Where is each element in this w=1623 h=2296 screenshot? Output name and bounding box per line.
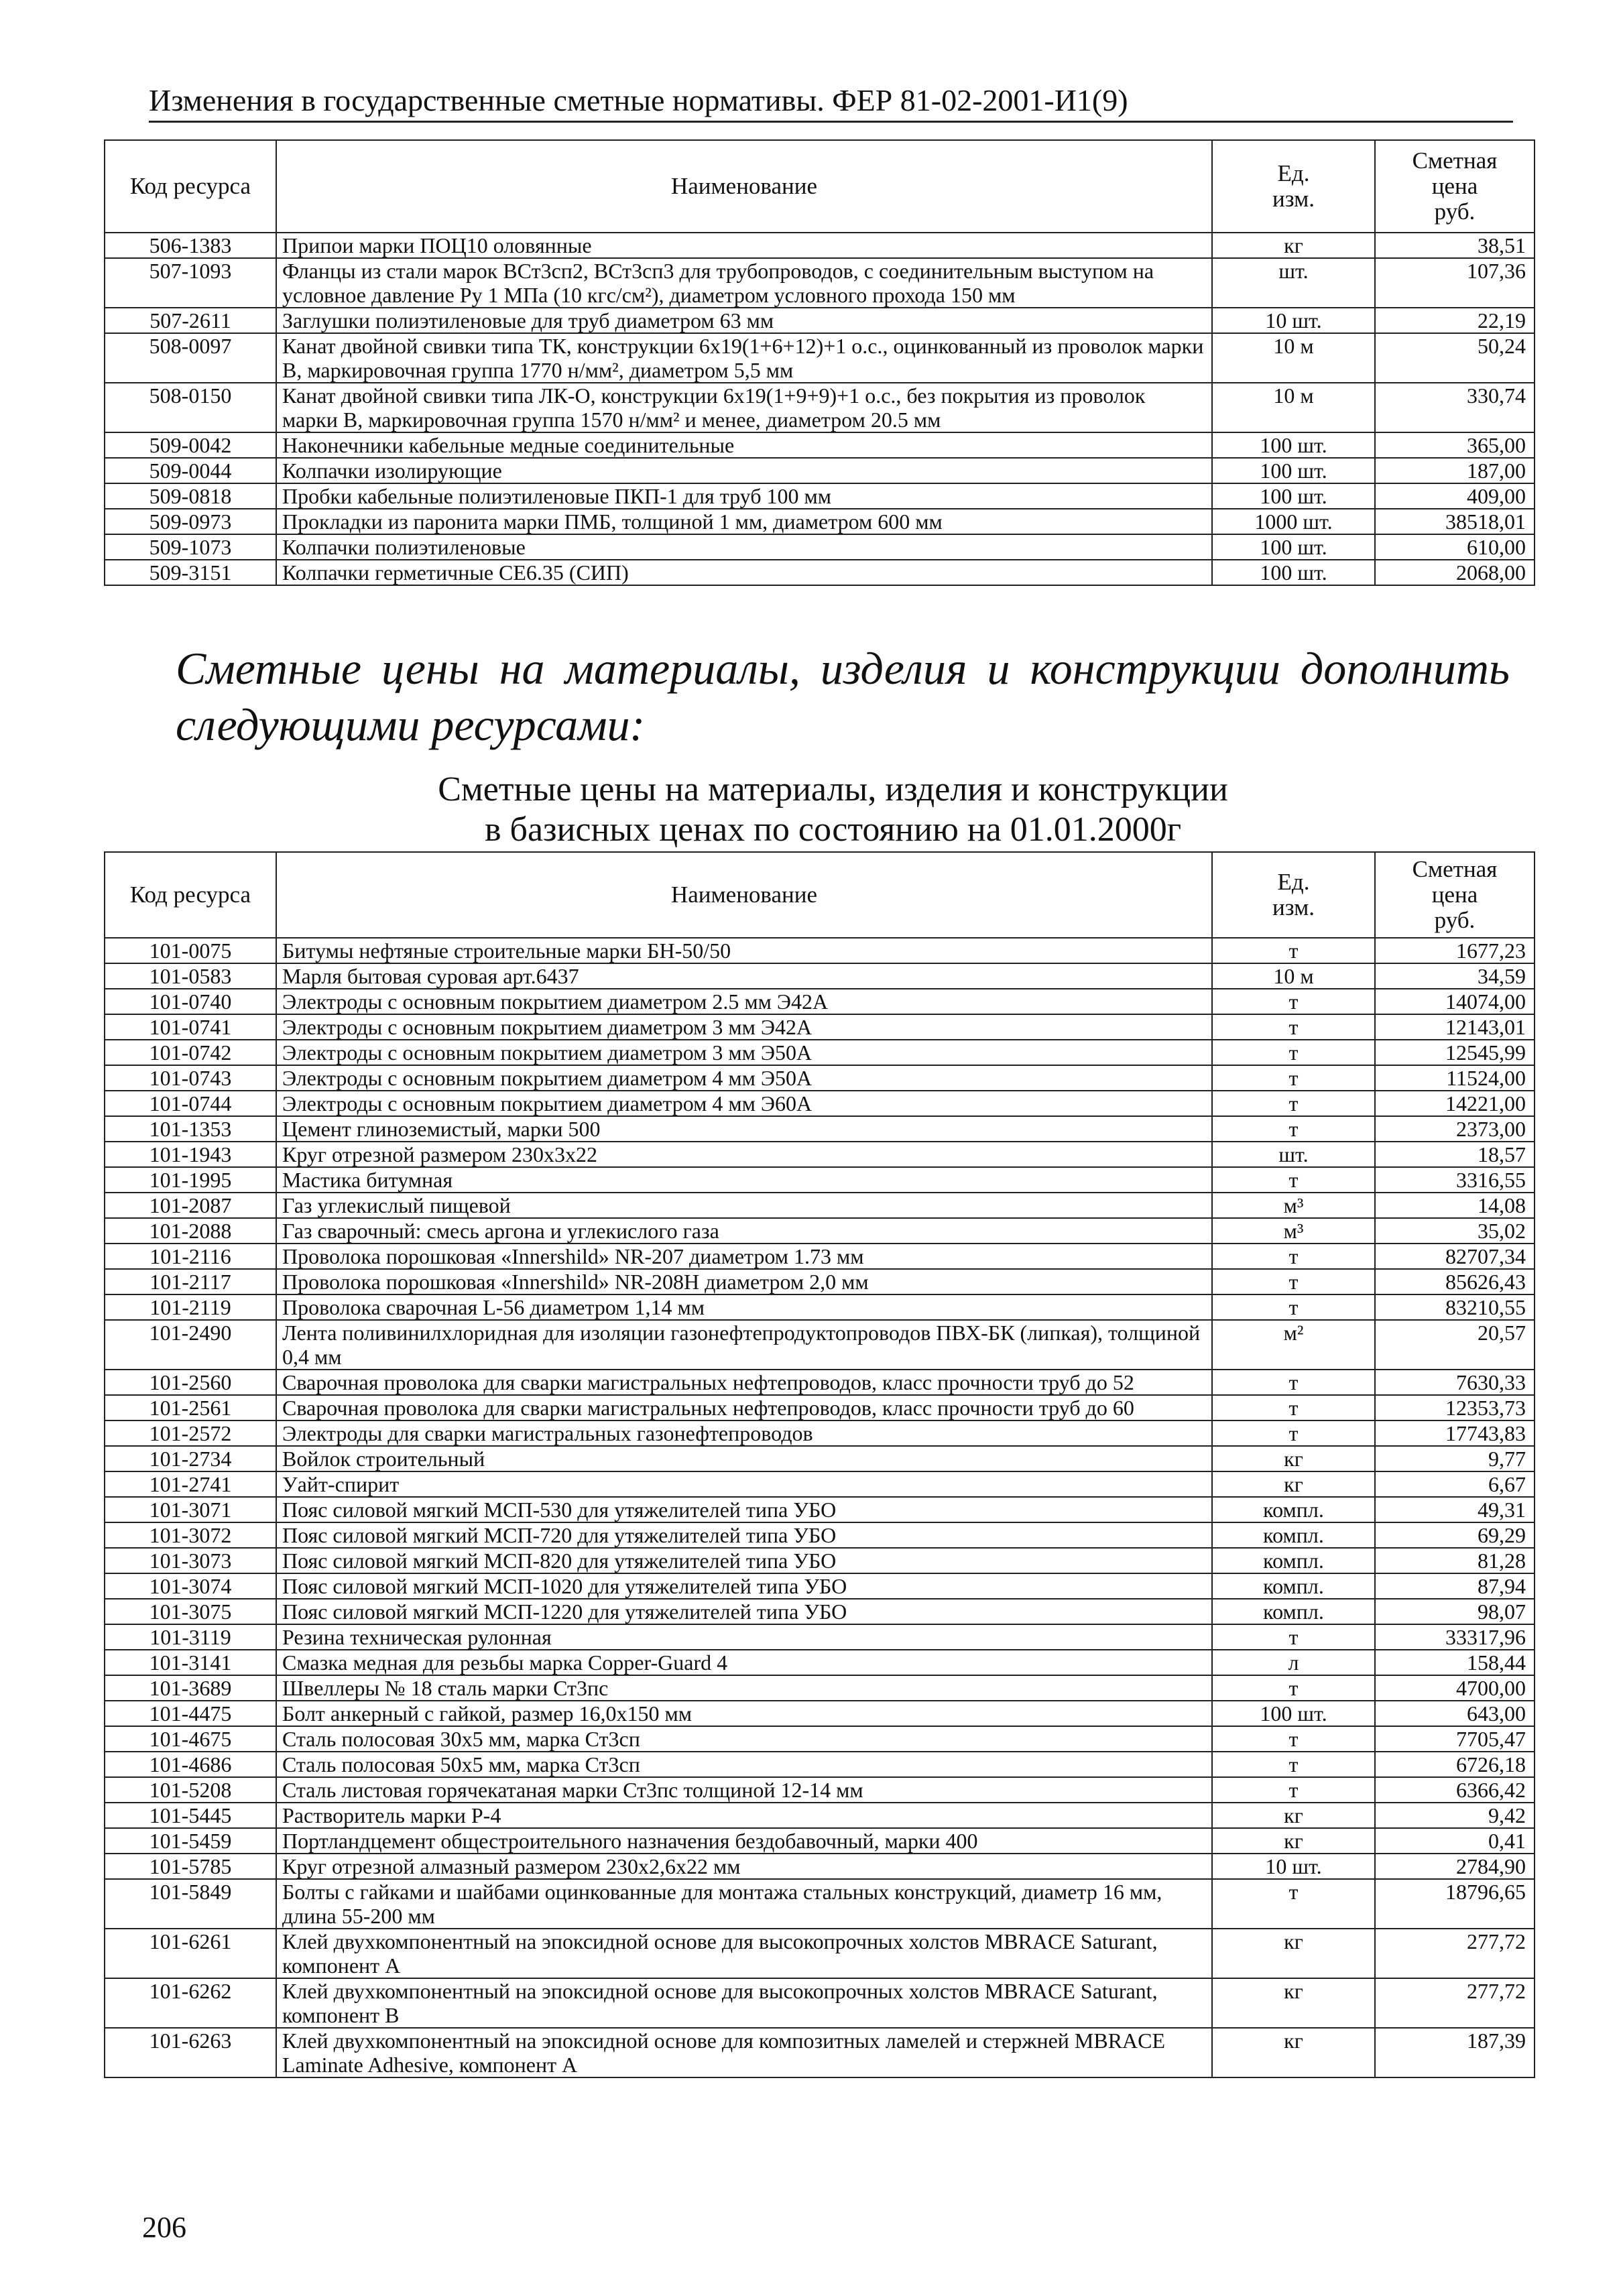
- cell-unit: кг: [1212, 1803, 1375, 1828]
- subtitle-line-1: Сметные цены на материалы, изделия и конструкции: [438, 770, 1228, 808]
- cell-price: 98,07: [1375, 1599, 1535, 1624]
- cell-code: 101-0744: [105, 1091, 276, 1116]
- cell-price: 2373,00: [1375, 1116, 1535, 1142]
- cell-price: 34,59: [1375, 963, 1535, 989]
- table-row: [105, 458, 1535, 483]
- cell-price: 365,00: [1375, 432, 1535, 458]
- table-row: [105, 1116, 1535, 1142]
- cell-name: Клей двухкомпонентный на эпоксидной основе для высокопрочных холстов MBRACE Saturant, компонент В: [276, 1978, 1212, 2028]
- cell-unit: т: [1212, 989, 1375, 1014]
- cell-unit: м²: [1212, 1320, 1375, 1370]
- table-row: [105, 383, 1535, 432]
- table-header: [105, 140, 1535, 233]
- cell-price: 87,94: [1375, 1573, 1535, 1599]
- cell-price: 12545,99: [1375, 1040, 1535, 1065]
- cell-unit: кг: [1212, 1978, 1375, 2028]
- table-row: [105, 1879, 1535, 1929]
- cell-unit: т: [1212, 1395, 1375, 1421]
- cell-name: Портландцемент общестроительного назначения бездобавочный, марки 400: [276, 1828, 1212, 1854]
- cell-code: 101-6261: [105, 1929, 276, 1978]
- cell-unit: 1000 шт.: [1212, 509, 1375, 534]
- cell-unit: кг: [1212, 1828, 1375, 1854]
- cell-price: 85626,43: [1375, 1269, 1535, 1294]
- cell-price: 277,72: [1375, 1929, 1535, 1978]
- cell-name: Клей двухкомпонентный на эпоксидной основе для высокопрочных холстов MBRACE Saturant, компонент А: [276, 1929, 1212, 1978]
- cell-unit: т: [1212, 1269, 1375, 1294]
- cell-unit: компл.: [1212, 1497, 1375, 1522]
- table-row: [105, 938, 1535, 963]
- notice-text: Сметные цены на материалы, изделия и конструкции дополнить следующими ресурсами:: [176, 643, 1510, 750]
- cell-name: Пояс силовой мягкий МСП-1220 для утяжелителей типа УБО: [276, 1599, 1212, 1624]
- cell-unit: шт.: [1212, 258, 1375, 308]
- cell-name: Электроды с основным покрытием диаметром 4 мм Э50А: [276, 1065, 1212, 1091]
- cell-price: 38,51: [1375, 233, 1535, 258]
- cell-price: 82707,34: [1375, 1244, 1535, 1269]
- table-row: [105, 1929, 1535, 1978]
- cell-price: 14,08: [1375, 1193, 1535, 1218]
- cell-name: Резина техническая рулонная: [276, 1624, 1212, 1650]
- cell-code: 101-0075: [105, 938, 276, 963]
- table-row: [105, 1370, 1535, 1395]
- table-body: [105, 233, 1535, 585]
- cell-unit: 100 шт.: [1212, 534, 1375, 560]
- cell-code: 101-2087: [105, 1193, 276, 1218]
- cell-code: 101-5459: [105, 1828, 276, 1854]
- table-row: [105, 1548, 1535, 1573]
- header-title: Изменения в государственные сметные нормативы. ФЕР 81-02-2001-И1(9): [149, 83, 1128, 117]
- cell-code: 101-2088: [105, 1218, 276, 1244]
- cell-name: Битумы нефтяные строительные марки БН-50/50: [276, 938, 1212, 963]
- page-header: [149, 80, 1513, 123]
- cell-code: 101-4475: [105, 1701, 276, 1726]
- cell-code: 509-0044: [105, 458, 276, 483]
- cell-unit: 100 шт.: [1212, 560, 1375, 585]
- cell-unit: компл.: [1212, 1599, 1375, 1624]
- cell-unit: т: [1212, 1624, 1375, 1650]
- cell-unit: кг: [1212, 1929, 1375, 1978]
- column-header-code: Код ресурса: [105, 852, 276, 938]
- cell-name: Пояс силовой мягкий МСП-1020 для утяжелителей типа УБО: [276, 1573, 1212, 1599]
- table-row: [105, 1040, 1535, 1065]
- table-row: [105, 1320, 1535, 1370]
- column-header-name: Наименование: [276, 140, 1212, 233]
- cell-name: Лента поливинилхлоридная для изоляции газонефтепродуктопроводов ПВХ-БК (липкая), толщиной 0,4 мм: [276, 1320, 1212, 1370]
- table-row: [105, 1269, 1535, 1294]
- table-row: [105, 1193, 1535, 1218]
- column-header-price: Сметная цена руб.: [1375, 140, 1535, 233]
- cell-code: 101-0743: [105, 1065, 276, 1091]
- cell-name: Пояс силовой мягкий МСП-720 для утяжелителей типа УБО: [276, 1522, 1212, 1548]
- cell-price: 3316,55: [1375, 1167, 1535, 1193]
- cell-name: Газ сварочный: смесь аргона и углекислого газа: [276, 1218, 1212, 1244]
- cell-name: Проволока порошковая «Innershild» NR-207 диаметром 1.73 мм: [276, 1244, 1212, 1269]
- price-table-additions: [104, 851, 1535, 2078]
- cell-code: 101-2116: [105, 1244, 276, 1269]
- cell-price: 409,00: [1375, 483, 1535, 509]
- table-row: [105, 963, 1535, 989]
- table-row: [105, 1014, 1535, 1040]
- cell-name: Сталь полосовая 30х5 мм, марка Ст3сп: [276, 1726, 1212, 1752]
- cell-price: 0,41: [1375, 1828, 1535, 1854]
- cell-code: 509-1073: [105, 534, 276, 560]
- cell-price: 6366,42: [1375, 1777, 1535, 1803]
- table-row: [105, 483, 1535, 509]
- cell-code: 509-0042: [105, 432, 276, 458]
- cell-code: 101-2561: [105, 1395, 276, 1421]
- cell-code: 101-5445: [105, 1803, 276, 1828]
- cell-name: Проволока порошковая «Innershild» NR-208H диаметром 2,0 мм: [276, 1269, 1212, 1294]
- table-body: [105, 938, 1535, 2077]
- cell-name: Электроды с основным покрытием диаметром 3 мм Э42А: [276, 1014, 1212, 1040]
- table-row: [105, 432, 1535, 458]
- cell-price: 20,57: [1375, 1320, 1535, 1370]
- cell-unit: т: [1212, 1065, 1375, 1091]
- cell-name: Сталь листовая горячекатаная марки Ст3пс толщиной 12-14 мм: [276, 1777, 1212, 1803]
- cell-price: 18796,65: [1375, 1879, 1535, 1929]
- cell-name: Марля бытовая суровая арт.6437: [276, 963, 1212, 989]
- cell-code: 101-2734: [105, 1446, 276, 1471]
- cell-price: 2068,00: [1375, 560, 1535, 585]
- cell-code: 101-3689: [105, 1675, 276, 1701]
- cell-code: 101-4675: [105, 1726, 276, 1752]
- cell-price: 49,31: [1375, 1497, 1535, 1522]
- cell-name: Швеллеры № 18 сталь марки Ст3пс: [276, 1675, 1212, 1701]
- table-row: [105, 1752, 1535, 1777]
- cell-price: 81,28: [1375, 1548, 1535, 1573]
- table-row: [105, 1218, 1535, 1244]
- cell-name: Колпачки герметичные СЕ6.35 (СИП): [276, 560, 1212, 585]
- table-row: [105, 1294, 1535, 1320]
- cell-unit: 100 шт.: [1212, 483, 1375, 509]
- cell-code: 101-2572: [105, 1421, 276, 1446]
- cell-price: 69,29: [1375, 1522, 1535, 1548]
- cell-unit: 100 шт.: [1212, 1701, 1375, 1726]
- table-row: [105, 1828, 1535, 1854]
- table-row: [105, 233, 1535, 258]
- table-row: [105, 1803, 1535, 1828]
- column-header-name: Наименование: [276, 852, 1212, 938]
- cell-price: 14221,00: [1375, 1091, 1535, 1116]
- cell-name: Мастика битумная: [276, 1167, 1212, 1193]
- cell-code: 101-1943: [105, 1142, 276, 1167]
- cell-price: 83210,55: [1375, 1294, 1535, 1320]
- cell-code: 101-0741: [105, 1014, 276, 1040]
- table-row: [105, 1471, 1535, 1497]
- cell-unit: шт.: [1212, 1142, 1375, 1167]
- cell-code: 101-4686: [105, 1752, 276, 1777]
- cell-unit: 100 шт.: [1212, 458, 1375, 483]
- cell-name: Колпачки полиэтиленовые: [276, 534, 1212, 560]
- cell-unit: 10 м: [1212, 963, 1375, 989]
- cell-price: 107,36: [1375, 258, 1535, 308]
- cell-unit: компл.: [1212, 1522, 1375, 1548]
- cell-name: Сталь полосовая 50х5 мм, марка Ст3сп: [276, 1752, 1212, 1777]
- cell-code: 101-5208: [105, 1777, 276, 1803]
- cell-price: 187,39: [1375, 2028, 1535, 2077]
- cell-price: 12143,01: [1375, 1014, 1535, 1040]
- cell-name: Клей двухкомпонентный на эпоксидной основе для композитных ламелей и стержней MBRACE Laminate Adhesive, компонент А: [276, 2028, 1212, 2077]
- cell-name: Канат двойной свивки типа ТК, конструкции 6х19(1+6+12)+1 о.с., оцинкованный из проволок марки В, маркировочная группа 1770 н/мм², диаметром 5,5 мм: [276, 333, 1212, 383]
- table-row: [105, 509, 1535, 534]
- cell-price: 9,77: [1375, 1446, 1535, 1471]
- cell-name: Растворитель марки Р-4: [276, 1803, 1212, 1828]
- table-row: [105, 1091, 1535, 1116]
- cell-unit: кг: [1212, 1471, 1375, 1497]
- table-row: [105, 1726, 1535, 1752]
- cell-unit: т: [1212, 1091, 1375, 1116]
- table-row: [105, 1978, 1535, 2028]
- table-row: [105, 1599, 1535, 1624]
- cell-name: Электроды для сварки магистральных газонефтепроводов: [276, 1421, 1212, 1446]
- cell-price: 33317,96: [1375, 1624, 1535, 1650]
- cell-code: 507-1093: [105, 258, 276, 308]
- cell-unit: т: [1212, 1370, 1375, 1395]
- cell-unit: компл.: [1212, 1548, 1375, 1573]
- cell-code: 101-2490: [105, 1320, 276, 1370]
- cell-name: Болты с гайками и шайбами оцинкованные для монтажа стальных конструкций, диаметр 16 мм, длина 55-200 мм: [276, 1879, 1212, 1929]
- table-row: [105, 1167, 1535, 1193]
- column-header-price: Сметная цена руб.: [1375, 852, 1535, 938]
- cell-code: 101-3074: [105, 1573, 276, 1599]
- table-row: [105, 989, 1535, 1014]
- cell-code: 101-5785: [105, 1854, 276, 1879]
- cell-unit: кг: [1212, 1446, 1375, 1471]
- table-row: [105, 1650, 1535, 1675]
- cell-unit: т: [1212, 1116, 1375, 1142]
- cell-unit: 10 м: [1212, 333, 1375, 383]
- cell-unit: т: [1212, 1879, 1375, 1929]
- table-row: [105, 258, 1535, 308]
- table-row: [105, 1675, 1535, 1701]
- cell-code: 101-3072: [105, 1522, 276, 1548]
- cell-price: 22,19: [1375, 308, 1535, 333]
- cell-name: Пояс силовой мягкий МСП-820 для утяжелителей типа УБО: [276, 1548, 1212, 1573]
- cell-code: 101-3073: [105, 1548, 276, 1573]
- cell-code: 101-3071: [105, 1497, 276, 1522]
- cell-name: Заглушки полиэтиленовые для труб диаметром 63 мм: [276, 308, 1212, 333]
- cell-unit: кг: [1212, 2028, 1375, 2077]
- table-row: [105, 333, 1535, 383]
- page-number: 206: [142, 2211, 186, 2244]
- cell-code: 101-1995: [105, 1167, 276, 1193]
- table-row: [105, 534, 1535, 560]
- cell-price: 18,57: [1375, 1142, 1535, 1167]
- cell-code: 509-3151: [105, 560, 276, 585]
- cell-price: 187,00: [1375, 458, 1535, 483]
- cell-unit: м³: [1212, 1218, 1375, 1244]
- cell-unit: кг: [1212, 233, 1375, 258]
- cell-price: 14074,00: [1375, 989, 1535, 1014]
- cell-name: Колпачки изолирующие: [276, 458, 1212, 483]
- cell-price: 9,42: [1375, 1803, 1535, 1828]
- cell-code: 101-2117: [105, 1269, 276, 1294]
- cell-code: 101-0583: [105, 963, 276, 989]
- cell-name: Сварочная проволока для сварки магистральных нефтепроводов, класс прочности труб до 52: [276, 1370, 1212, 1395]
- cell-code: 101-2119: [105, 1294, 276, 1320]
- cell-price: 2784,90: [1375, 1854, 1535, 1879]
- cell-price: 7630,33: [1375, 1370, 1535, 1395]
- table-row: [105, 560, 1535, 585]
- cell-price: 4700,00: [1375, 1675, 1535, 1701]
- table-row: [105, 1624, 1535, 1650]
- cell-name: Круг отрезной размером 230х3х22: [276, 1142, 1212, 1167]
- cell-code: 507-2611: [105, 308, 276, 333]
- cell-name: Пробки кабельные полиэтиленовые ПКП-1 для труб 100 мм: [276, 483, 1212, 509]
- cell-price: 6726,18: [1375, 1752, 1535, 1777]
- cell-price: 1677,23: [1375, 938, 1535, 963]
- cell-unit: компл.: [1212, 1573, 1375, 1599]
- cell-unit: т: [1212, 1421, 1375, 1446]
- cell-price: 35,02: [1375, 1218, 1535, 1244]
- cell-code: 509-0818: [105, 483, 276, 509]
- cell-name: Круг отрезной алмазный размером 230х2,6х22 мм: [276, 1854, 1212, 1879]
- cell-unit: т: [1212, 1244, 1375, 1269]
- cell-price: 158,44: [1375, 1650, 1535, 1675]
- section-subtitle: [201, 770, 1465, 850]
- cell-unit: 100 шт.: [1212, 432, 1375, 458]
- cell-code: 101-3119: [105, 1624, 276, 1650]
- cell-code: 101-6262: [105, 1978, 276, 2028]
- cell-name: Припои марки ПОЦ10 оловянные: [276, 233, 1212, 258]
- table-row: [105, 1065, 1535, 1091]
- cell-unit: л: [1212, 1650, 1375, 1675]
- cell-unit: 10 м: [1212, 383, 1375, 432]
- cell-name: Электроды с основным покрытием диаметром 2.5 мм Э42А: [276, 989, 1212, 1014]
- cell-price: 38518,01: [1375, 509, 1535, 534]
- table-row: [105, 308, 1535, 333]
- table-row: [105, 1573, 1535, 1599]
- cell-unit: т: [1212, 1777, 1375, 1803]
- cell-unit: 10 шт.: [1212, 1854, 1375, 1879]
- cell-price: 643,00: [1375, 1701, 1535, 1726]
- cell-code: 101-0740: [105, 989, 276, 1014]
- cell-code: 101-2741: [105, 1471, 276, 1497]
- cell-name: Проволока сварочная L-56 диаметром 1,14 мм: [276, 1294, 1212, 1320]
- cell-unit: т: [1212, 938, 1375, 963]
- cell-name: Цемент глиноземистый, марки 500: [276, 1116, 1212, 1142]
- cell-name: Сварочная проволока для сварки магистральных нефтепроводов, класс прочности труб до 60: [276, 1395, 1212, 1421]
- cell-code: 101-5849: [105, 1879, 276, 1929]
- table-row: [105, 1777, 1535, 1803]
- cell-unit: 10 шт.: [1212, 308, 1375, 333]
- table-row: [105, 1446, 1535, 1471]
- cell-code: 101-3141: [105, 1650, 276, 1675]
- cell-code: 101-6263: [105, 2028, 276, 2077]
- table-row: [105, 1244, 1535, 1269]
- cell-name: Войлок строительный: [276, 1446, 1212, 1471]
- cell-price: 11524,00: [1375, 1065, 1535, 1091]
- cell-price: 12353,73: [1375, 1395, 1535, 1421]
- cell-code: 101-3075: [105, 1599, 276, 1624]
- cell-unit: т: [1212, 1040, 1375, 1065]
- price-table-changes: [104, 139, 1535, 586]
- table-row: [105, 1854, 1535, 1879]
- cell-code: 101-1353: [105, 1116, 276, 1142]
- cell-unit: т: [1212, 1675, 1375, 1701]
- cell-name: Электроды с основным покрытием диаметром 4 мм Э60А: [276, 1091, 1212, 1116]
- cell-name: Прокладки из паронита марки ПМБ, толщиной 1 мм, диаметром 600 мм: [276, 509, 1212, 534]
- cell-unit: т: [1212, 1726, 1375, 1752]
- cell-name: Газ углекислый пищевой: [276, 1193, 1212, 1218]
- column-header-unit: Ед. изм.: [1212, 140, 1375, 233]
- cell-name: Наконечники кабельные медные соединительные: [276, 432, 1212, 458]
- cell-price: 277,72: [1375, 1978, 1535, 2028]
- cell-code: 508-0150: [105, 383, 276, 432]
- cell-name: Уайт-спирит: [276, 1471, 1212, 1497]
- cell-price: 50,24: [1375, 333, 1535, 383]
- table-row: [105, 1421, 1535, 1446]
- column-header-unit: Ед. изм.: [1212, 852, 1375, 938]
- cell-code: 508-0097: [105, 333, 276, 383]
- cell-code: 506-1383: [105, 233, 276, 258]
- cell-price: 610,00: [1375, 534, 1535, 560]
- cell-price: 330,74: [1375, 383, 1535, 432]
- cell-code: 509-0973: [105, 509, 276, 534]
- table-row: [105, 1142, 1535, 1167]
- cell-name: Фланцы из стали марок ВСт3сп2, ВСт3сп3 для трубопроводов, с соединительным выступом на условное давление Ру 1 МПа (10 кгс/см²), диаметром условного прохода 150 мм: [276, 258, 1212, 308]
- column-header-code: Код ресурса: [105, 140, 276, 233]
- cell-name: Канат двойной свивки типа ЛК-О, конструкции 6х19(1+9+9)+1 о.с., без покрытия из проволок марки В, маркировочная группа 1570 н/мм² и менее, диаметром 20.5 мм: [276, 383, 1212, 432]
- table-row: [105, 2028, 1535, 2077]
- table-row: [105, 1522, 1535, 1548]
- subtitle-line-2: в базисных ценах по состоянию на 01.01.2000г: [484, 810, 1182, 849]
- table-row: [105, 1497, 1535, 1522]
- cell-unit: т: [1212, 1294, 1375, 1320]
- cell-name: Смазка медная для резьбы марка Copper-Guard 4: [276, 1650, 1212, 1675]
- cell-price: 17743,83: [1375, 1421, 1535, 1446]
- cell-unit: т: [1212, 1014, 1375, 1040]
- cell-price: 7705,47: [1375, 1726, 1535, 1752]
- cell-unit: т: [1212, 1752, 1375, 1777]
- cell-name: Пояс силовой мягкий МСП-530 для утяжелителей типа УБО: [276, 1497, 1212, 1522]
- cell-unit: т: [1212, 1167, 1375, 1193]
- cell-code: 101-0742: [105, 1040, 276, 1065]
- table-row: [105, 1395, 1535, 1421]
- cell-name: Болт анкерный с гайкой, размер 16,0х150 мм: [276, 1701, 1212, 1726]
- table-row: [105, 1701, 1535, 1726]
- table-header: [105, 852, 1535, 938]
- cell-code: 101-2560: [105, 1370, 276, 1395]
- cell-unit: м³: [1212, 1193, 1375, 1218]
- cell-price: 6,67: [1375, 1471, 1535, 1497]
- cell-name: Электроды с основным покрытием диаметром 3 мм Э50А: [276, 1040, 1212, 1065]
